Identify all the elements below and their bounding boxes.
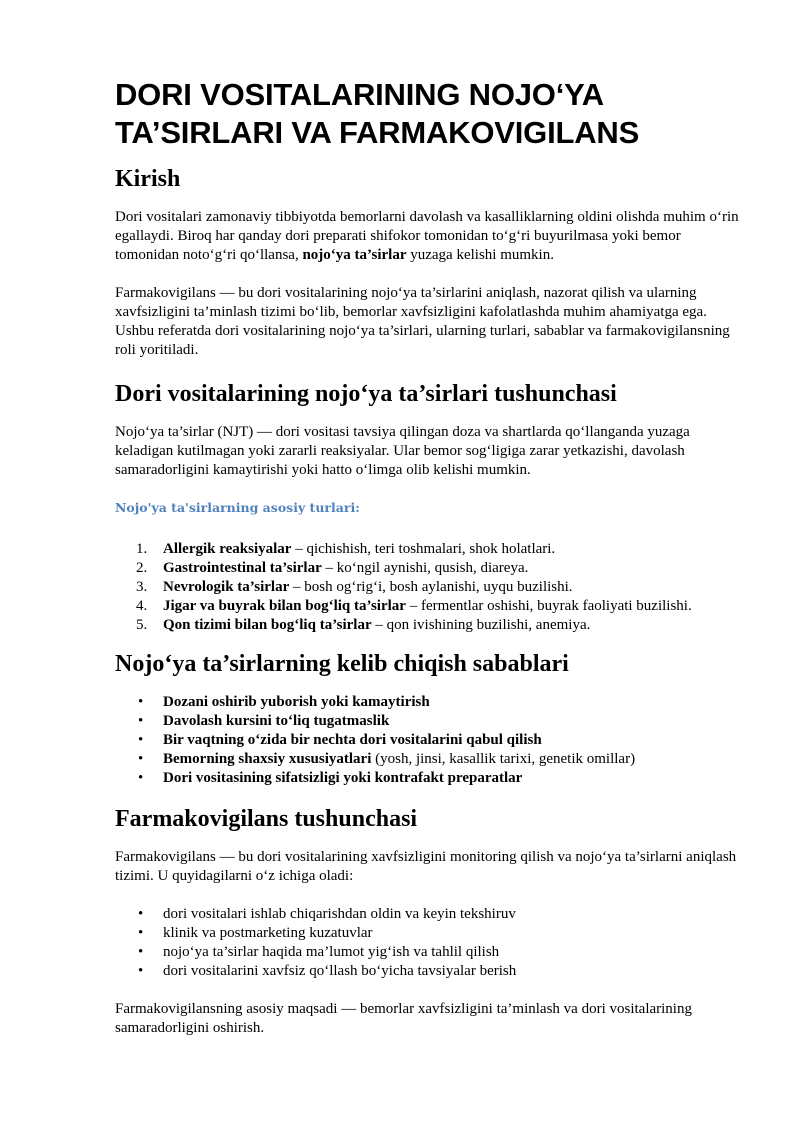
- list-item: • Bir vaqtning o‘zida bir nechta dori vositalarini qabul qilish: [138, 732, 542, 748]
- section-heading-intro: Kirish: [115, 166, 181, 192]
- section-heading-concept: Dori vositalarining nojo‘ya ta’sirlari tushunchasi: [115, 381, 617, 407]
- intro-paragraph-1: Dori vositalari zamonaviy tibbiyotda bemorlarni davolash va kasalliklarning oldini olishda muhim o‘rin egallaydi. Biroq har qanday dori preparati shifokor tomonidan to‘g‘ri buyurilmasa yoki bemor tomonidan noto‘g‘ri qo‘llansa, nojo‘ya ta’sirlar yuzaga kelishi mumkin.: [115, 209, 739, 263]
- list-item: • dori vositalarini xavfsiz qo‘llash bo‘yicha tavsiyalar berish: [138, 963, 517, 979]
- title-line-1: DORI VOSITALARINING NOJO‘YA: [115, 77, 604, 112]
- list-item: • klinik va postmarketing kuzatuvlar: [138, 925, 373, 941]
- section-heading-pharmacovigilance: Farmakovigilans tushunchasi: [115, 806, 418, 832]
- list-item: 3. Nevrologik ta’sirlar – bosh og‘rig‘i, bosh aylanishi, uyqu buzilishi.: [136, 579, 573, 595]
- list-item: • Bemorning shaxsiy xususiyatlari (yosh, jinsi, kasallik tarixi, genetik omillar): [138, 751, 636, 767]
- list-item: • dori vositalari ishlab chiqarishdan oldin va keyin tekshiruv: [138, 906, 516, 922]
- causes-list: [115, 693, 745, 788]
- pharmaco-paragraph-1: Farmakovigilans — bu dori vositalarining xavfsizligini monitoring qilish va nojo‘ya ta’sirlarni aniqlash tizimi. U quyidagilarni o‘z ichiga oladi:: [115, 849, 737, 884]
- list-item: 4. Jigar va buyrak bilan bog‘liq ta’sirlar – fermentlar oshishi, buyrak faoliyati buzilishi.: [136, 598, 692, 614]
- concept-paragraph: Nojo‘ya ta’sirlar (NJT) — dori vositasi tavsiya qilingan doza va shartlarda qo‘llanganda yuzaga keladigan kutilmagan yoki zararli reaksiyalar. Ular bemor sog‘ligiga zarar yetkazishi, davolash samaradorligini kamaytirishi yoki hatto o‘limga olib kelishi mumkin.: [115, 424, 690, 478]
- title-line-2: TA’SIRLARI VA FARMAKOVIGILANS: [115, 115, 640, 150]
- list-item: 1. Allergik reaksiyalar – qichishish, teri toshmalari, shok holatlari.: [136, 541, 556, 557]
- list-item: • Dozani oshirib yuborish yoki kamaytirish: [138, 694, 430, 710]
- list-item: • nojo‘ya ta’sirlar haqida ma’lumot yig‘ish va tahlil qilish: [138, 944, 500, 960]
- document-title: [115, 76, 745, 152]
- document-page: [115, 76, 745, 1057]
- list-item: • Dori vositasining sifatsizligi yoki kontrafakt preparatlar: [138, 770, 523, 786]
- list-item: • Davolash kursini to‘liq tugatmaslik: [138, 713, 390, 729]
- types-list: [115, 540, 745, 635]
- types-subheading: Nojo'ya ta'sirlarning asosiy turlari:: [115, 500, 360, 515]
- intro-paragraph-2: Farmakovigilans — bu dori vositalarining nojo‘ya ta’sirlarini aniqlash, nazorat qilish va ularning xavfsizligini ta’minlash tizimi bo‘lib, bemorlar xavfsizligini kafolatlashda muhim ahamiyatga ega. Ushbu referatda dori vositalarining nojo‘ya ta’sirlari, ularning turlari, sabablar va farmakovigilansning roli yoritiladi.: [115, 285, 730, 358]
- list-item: 2. Gastrointestinal ta’sirlar – ko‘ngil aynishi, qusish, diareya.: [136, 560, 529, 576]
- list-item: 5. Qon tizimi bilan bog‘liq ta’sirlar – qon ivishining buzilishi, anemiya.: [136, 617, 591, 633]
- intro-bold-term: nojo‘ya ta’sirlar: [302, 247, 407, 263]
- pharmaco-list: [115, 905, 745, 981]
- section-heading-causes: Nojo‘ya ta’sirlarning kelib chiqish sabablari: [115, 651, 569, 677]
- pharmaco-paragraph-2: Farmakovigilansning asosiy maqsadi — bemorlar xavfsizligini ta’minlash va dori vositalarining samaradorligini oshirish.: [115, 1001, 692, 1036]
